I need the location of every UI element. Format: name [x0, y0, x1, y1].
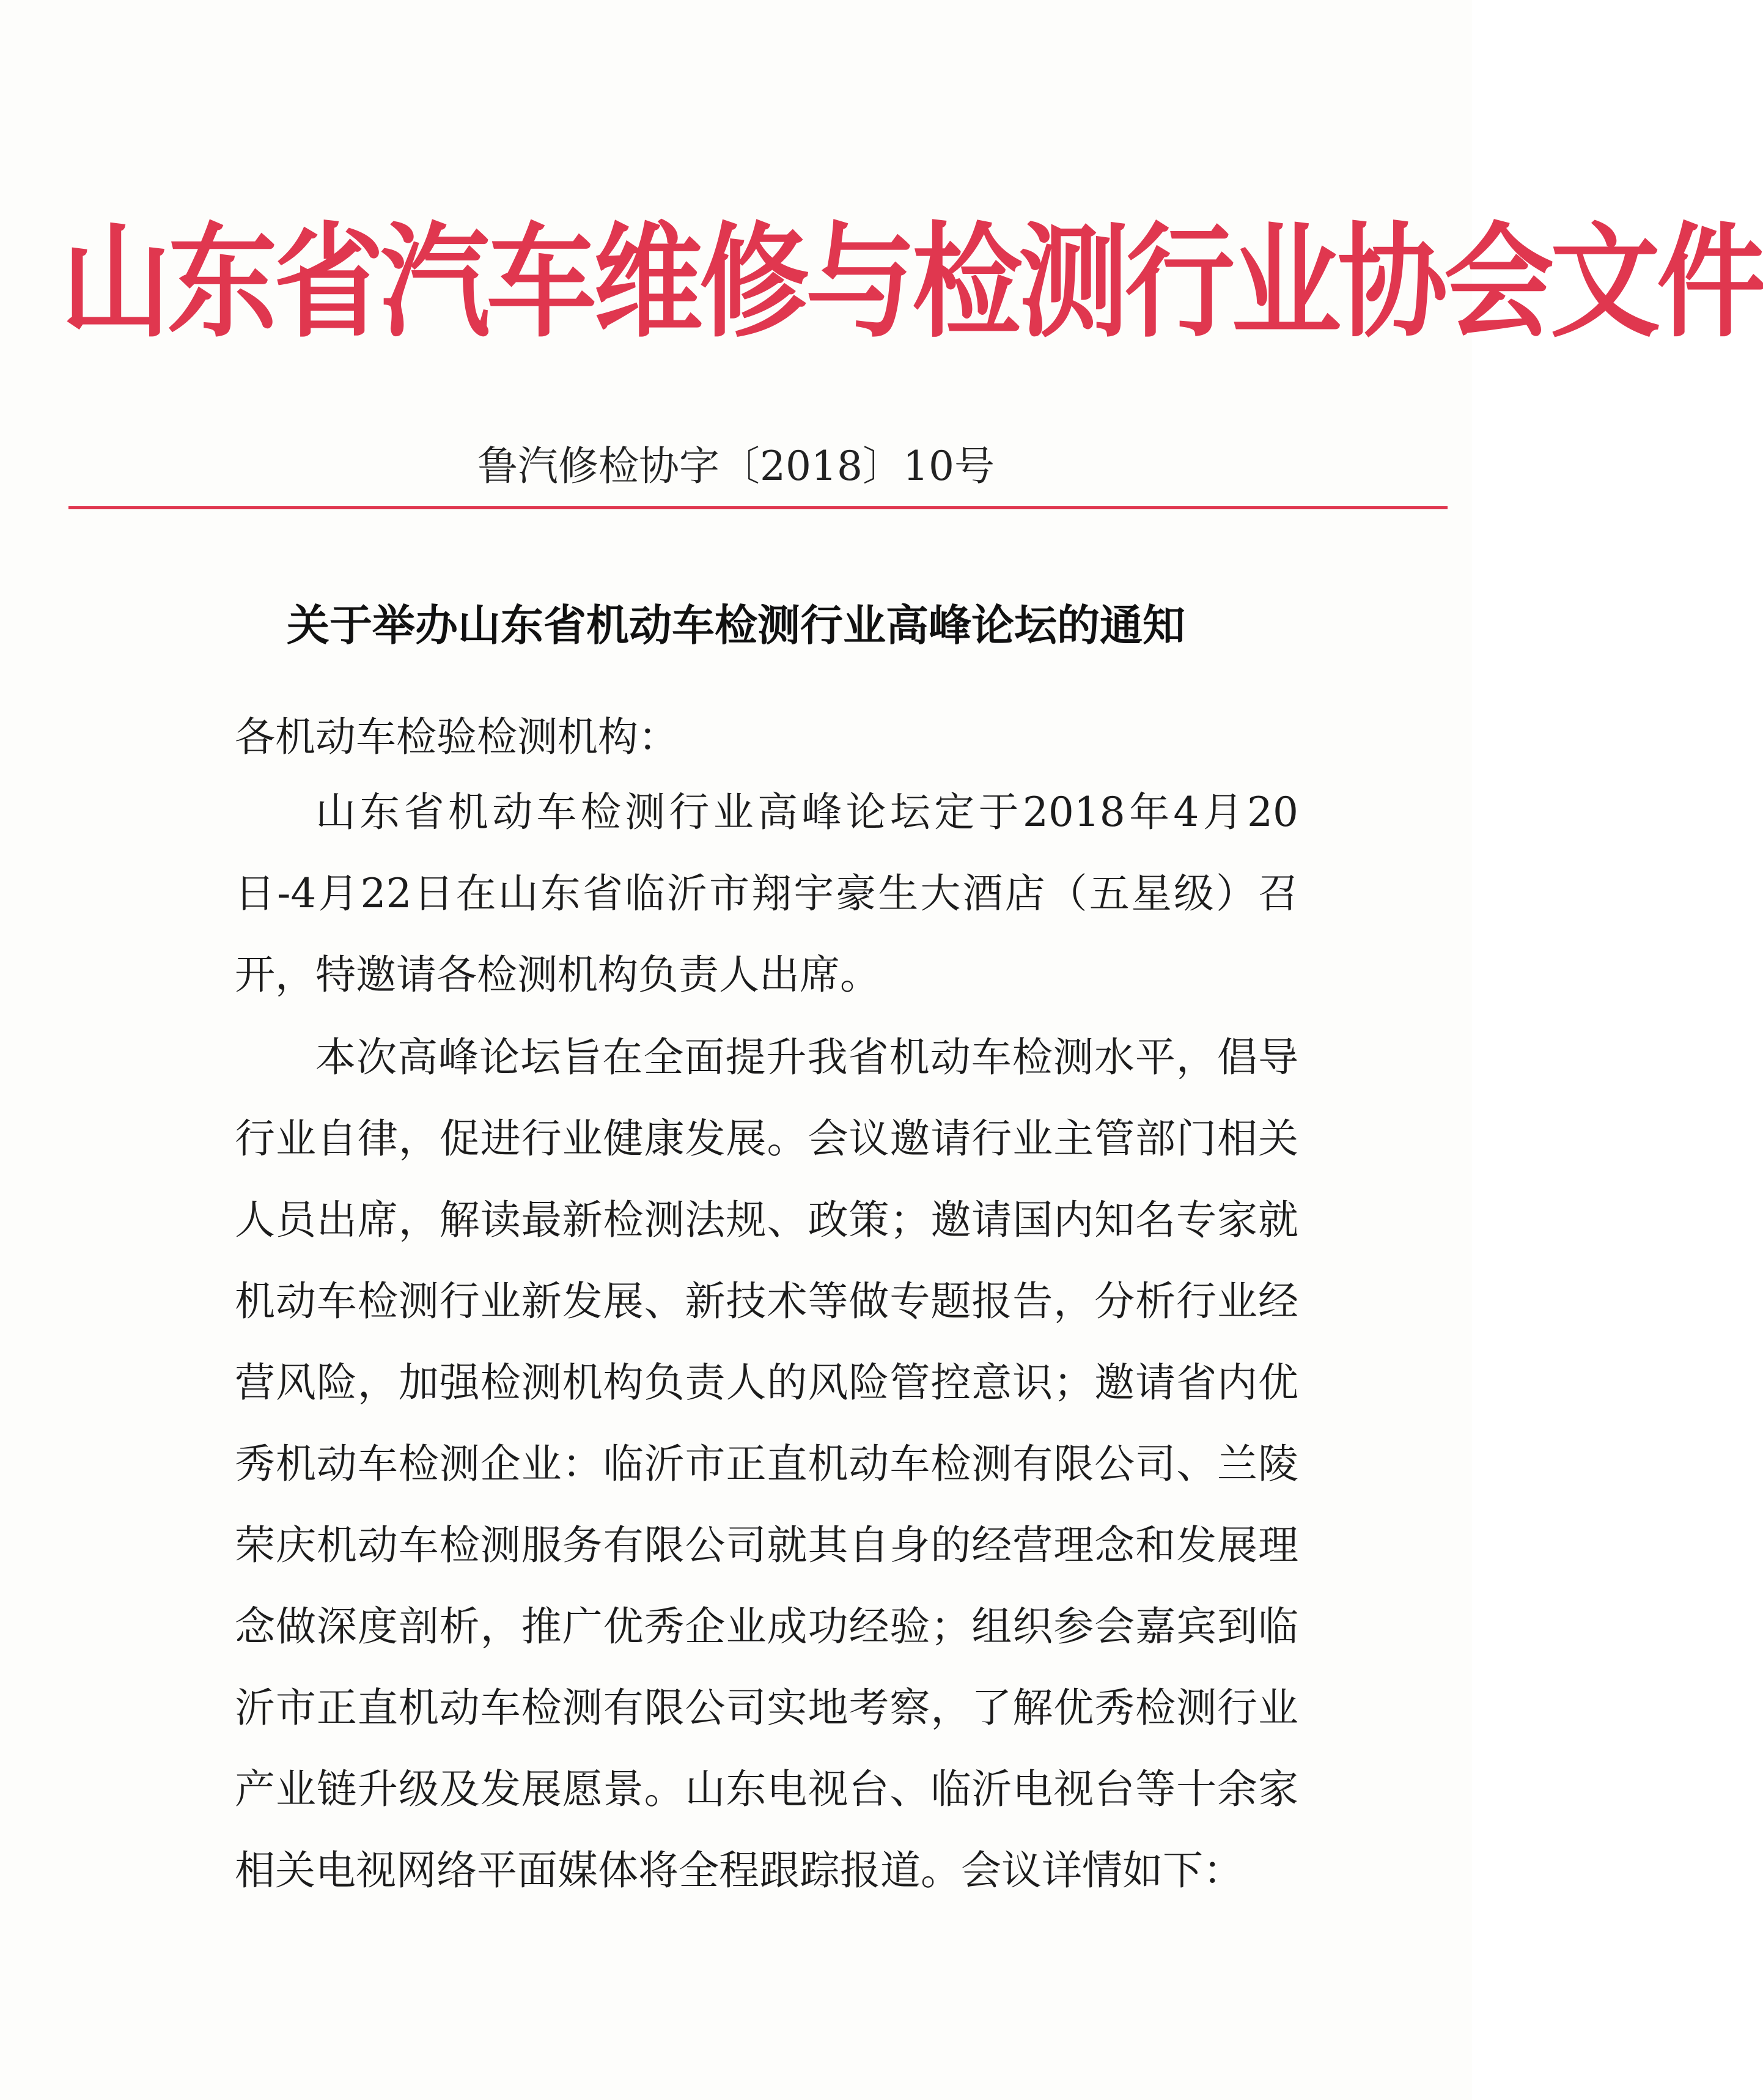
salutation: 各机动车检验检测机构： [235, 713, 679, 761]
body-paragraph-2: 本次高峰论坛旨在全面提升我省机动车检测水平，倡导行业自律，促进行业健康发展。会议邀请行业主管部门相关人员出席，解读最新检测法规、政策；邀请国内知名专家就机动车检测行业新发展、新技术等做专题报告，分析行业经营风险，加强检测机构负责人的风险管控意识；邀请省内优秀机动车检测企业：临沂市正直机动车检测有限公司、兰陵荣庆机动车检测服务有限公司就其自身的经营理念和发展理念做深度剖析，推广优秀企业成功经验；组织参会嘉宾到临沂市正直机动车检测有限公司实地考察，了解优秀检测行业产业链升级及发展愿景。山东电视台、临沂电视台等十余家相关电视网络平面媒体将全程跟踪报道。会议详情如下： [235, 1034, 1298, 1894]
masthead-title: 山东省汽车维修与检测行业协会文件 [61, 211, 1763, 355]
red-divider-line [68, 506, 1448, 509]
body-paragraph-1: 山东省机动车检测行业高峰论坛定于2018年4月20日-4月22日在山东省临沂市翔宇豪生大酒店（五星级）召开，特邀请各检测机构负责人出席。 [235, 789, 1298, 998]
document-number: 鲁汽修检协字〔2018〕10号 [477, 443, 995, 490]
notice-title: 关于举办山东省机动车检测行业高峰论坛的通知 [287, 600, 1185, 650]
